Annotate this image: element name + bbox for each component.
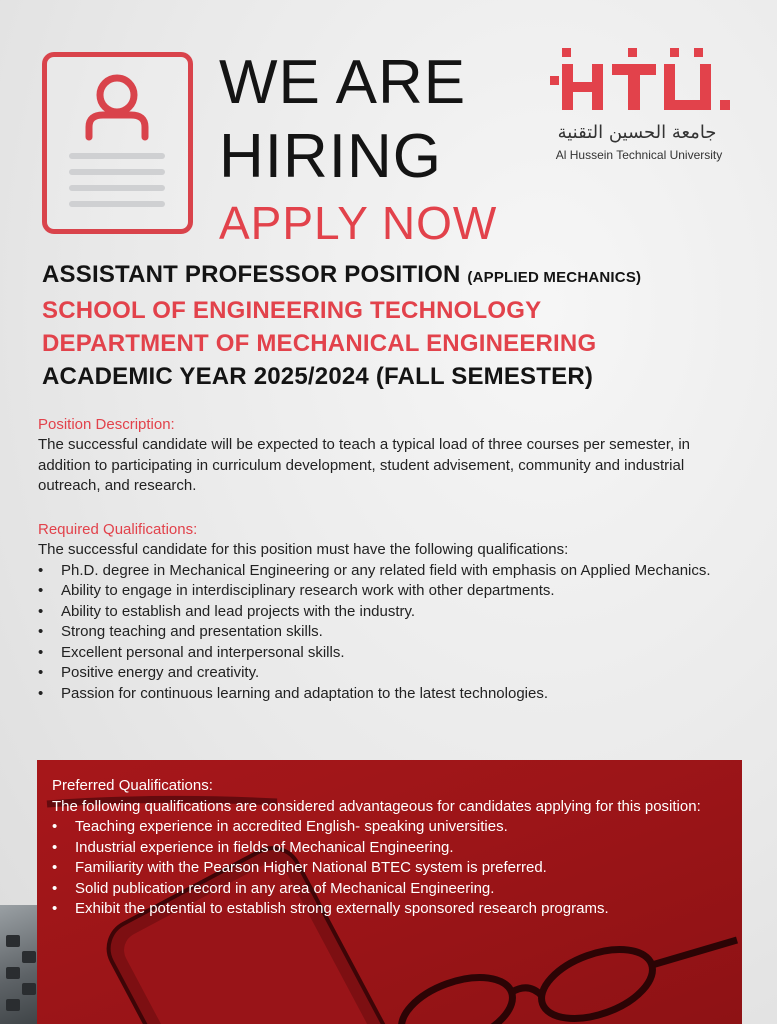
list-item: • Passion for continuous learning and adaptation to the latest technologies. [38, 684, 738, 705]
list-item: • Familiarity with the Pearson Higher National BTEC system is preferred. [52, 858, 732, 879]
required-qualifications [38, 520, 738, 704]
university-logo [540, 40, 740, 170]
person-document-icon [47, 57, 188, 229]
university-name-arabic: جامعة الحسين التقنية [557, 122, 717, 143]
keyboard-key [6, 935, 20, 947]
headline-hiring: HIRING [219, 122, 442, 191]
keyboard-key [6, 999, 20, 1011]
logo-mark-text: HTU. [548, 40, 551, 41]
required-list [38, 561, 738, 705]
list-item: • Ph.D. degree in Mechanical Engineering or any related field with emphasis on Applied Mechanics. [38, 561, 738, 582]
headline-we-are: WE ARE [219, 48, 467, 117]
required-intro: The successful candidate for this position must have the following qualifications: [38, 541, 569, 558]
preferred-list [52, 817, 732, 920]
description-text: The successful candidate will be expected to teach a typical load of three courses per semester, in addition to participating in curriculum development, student advisement, community and industrial outreach, and research. [38, 436, 691, 494]
school-title: SCHOOL OF ENGINEERING TECHNOLOGY [42, 297, 542, 324]
htu-logo-mark [548, 40, 734, 120]
list-item: • Exhibit the potential to establish strong externally sponsored research programs. [52, 899, 732, 920]
keyboard-key [22, 983, 36, 995]
apply-now-text: APPLY NOW [219, 197, 498, 249]
list-item: • Excellent personal and interpersonal skills. [38, 643, 738, 664]
keyboard-key [22, 951, 36, 963]
position-titles [42, 258, 762, 393]
preferred-intro: The following qualifications are considered advantageous for candidates applying for this position: [52, 797, 701, 815]
preferred-qualifications-box [37, 760, 742, 1024]
list-item: • Positive energy and creativity. [38, 663, 738, 684]
keyboard-key [6, 967, 20, 979]
position-title [42, 258, 762, 294]
list-item: • Solid publication record in any area of Mechanical Engineering. [52, 879, 732, 900]
hiring-headline [219, 46, 519, 248]
list-item: • Industrial experience in fields of Mechanical Engineering. [52, 838, 732, 859]
academic-year-title: ACADEMIC YEAR 2025/2024 (FALL SEMESTER) [42, 363, 594, 390]
description-heading: Position Description: [38, 416, 175, 433]
list-item: • Strong teaching and presentation skills. [38, 622, 738, 643]
laptop-photo [0, 905, 40, 1024]
list-item: • Ability to engage in interdisciplinary research work with other departments. [38, 581, 738, 602]
required-heading: Required Qualifications: [38, 521, 198, 538]
position-note: (APPLIED MECHANICS) [467, 269, 642, 286]
list-item: • Ability to establish and lead projects with the industry. [38, 602, 738, 623]
preferred-content [52, 776, 732, 920]
university-name-english: Al Hussein Technical University [555, 148, 723, 162]
position-description [38, 415, 738, 497]
resume-icon [42, 52, 193, 234]
department-title: DEPARTMENT OF MECHANICAL ENGINEERING [42, 330, 597, 357]
preferred-heading: Preferred Qualifications: [52, 777, 213, 794]
position-name: ASSISTANT PROFESSOR POSITION [42, 261, 461, 288]
list-item: • Teaching experience in accredited English- speaking universities. [52, 817, 732, 838]
